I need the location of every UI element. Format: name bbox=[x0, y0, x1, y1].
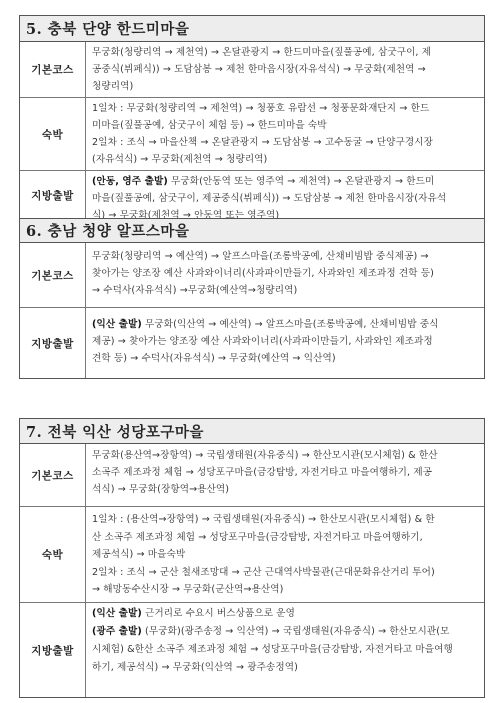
row-label: 지방출발 bbox=[20, 603, 86, 697]
row-content: 1일차 : 무궁화(청량리역 → 제천역) → 청풍호 유람선 → 청풍문화재단지 → 한드 미마을(짚풀공예, 삼굿구이 체험 등) → 한드미마을 숙박 2일차 : 조식 → 마을산책 → 온달관광지 → 도담삼봉 → 고수동굴 → 단양구경시장 (자유석식) → 무궁화(제천역 → 청량리역) bbox=[92, 103, 433, 165]
row-content: 무궁화(청량리역 → 예산역) → 알프스마을(조롱박공예, 산채비빔밥 중식제공) → 찾아가는 양조장 예산 사과와이너리(사과파이만들기, 사과와인 제조과정 견학 등) → 수덕사(자유석식) →무궁화(예산역→청량리역) bbox=[92, 251, 435, 296]
course-row bbox=[20, 243, 484, 307]
row-content: 무궁화(청량리역 → 제천역) → 온달관광지 → 한드미마을(짚풀공예, 삼굿구이, 제 공중식(뷔페식)) → 도담삼봉 → 제천 한마음시장(자유석식) → 무궁화(제천역 → 청량리역) bbox=[92, 47, 432, 92]
course-row bbox=[20, 602, 484, 697]
section-title: 5. 충북 단양 한드미마을 bbox=[20, 16, 484, 42]
row-label: 지방출발 bbox=[20, 171, 86, 219]
row-content: (안동, 영주 출발) 무궁화(안동역 또는 영주역 → 제천역) → 온달관광지 → 한드미 마을(짚풀공예, 삼굿구이, 제공중식(뷔페식)) → 도담삼봉 → 제천 한마음시장(자유석 식) → 무궁화(제천역 → 안동역 또는 영주역) bbox=[92, 176, 447, 219]
section-7 bbox=[19, 418, 485, 698]
row-label: 기본코스 bbox=[20, 42, 86, 97]
section-title: 7. 전북 익산 성당포구마을 bbox=[20, 419, 484, 444]
row-label: 숙박 bbox=[20, 98, 86, 170]
section-title: 6. 충남 청양 알프스마을 bbox=[20, 219, 484, 243]
course-row bbox=[20, 170, 484, 219]
section-6 bbox=[19, 218, 485, 379]
course-row bbox=[20, 42, 484, 97]
row-content: 무궁화(용산역→장항역) → 국립생태원(자유중식) → 한산모시관(모시체험) & 한산 소곡주 제조과정 체험 → 성당포구마을(금강탐방, 자전거타고 마을여행하기, 제공 석식) → 무궁화(장항역→용산역) bbox=[92, 450, 438, 495]
section-5 bbox=[19, 15, 485, 219]
row-content: (익산 출발) 근거리로 수요시 버스상품으로 운영 (광주 출발) (무궁화)(광주송정 → 익산역) → 국립생태원(자유중식) → 한산모시관(모 시체험) &한산 소곡주 제조과정 체험 → 성당포구마을(금강탐방, 자전거타고 마을여행 하기, 제공석식) → 무궁화(익산역 → 광주송정역) bbox=[92, 608, 453, 673]
row-content: (익산 출발) 무궁화(익산역 → 예산역) → 알프스마을(조롱박공예, 산채비빔밥 중식 제공) → 찾아가는 양조장 예산 사과와이너리(사과파이만들기, 사과와인 제조과정 견학 등) → 수덕사(자유석식) → 무궁화(예산역 → 익산역) bbox=[92, 319, 439, 364]
row-label: 기본코스 bbox=[20, 243, 86, 307]
row-label: 기본코스 bbox=[20, 444, 86, 506]
course-row bbox=[20, 444, 484, 506]
course-row bbox=[20, 97, 484, 170]
course-row bbox=[20, 307, 484, 378]
course-row bbox=[20, 506, 484, 602]
row-label: 숙박 bbox=[20, 507, 86, 602]
row-content: 1일차 : (용산역→장항역) → 국립생태원(자유중식) → 한산모시관(모시체험) & 한 산 소곡주 제조과정 체험 → 성당포구마을(금강탐방, 자전거타고 마을여행하기, 제공석식) → 마을숙박 2일차 : 조식 → 군산 철새조망대 → 군산 근대역사박물관(근대문화유산거리 투어) → 해망동수산시장 → 무궁화(군산역→용산역) bbox=[92, 514, 435, 595]
row-label: 지방출발 bbox=[20, 308, 86, 378]
